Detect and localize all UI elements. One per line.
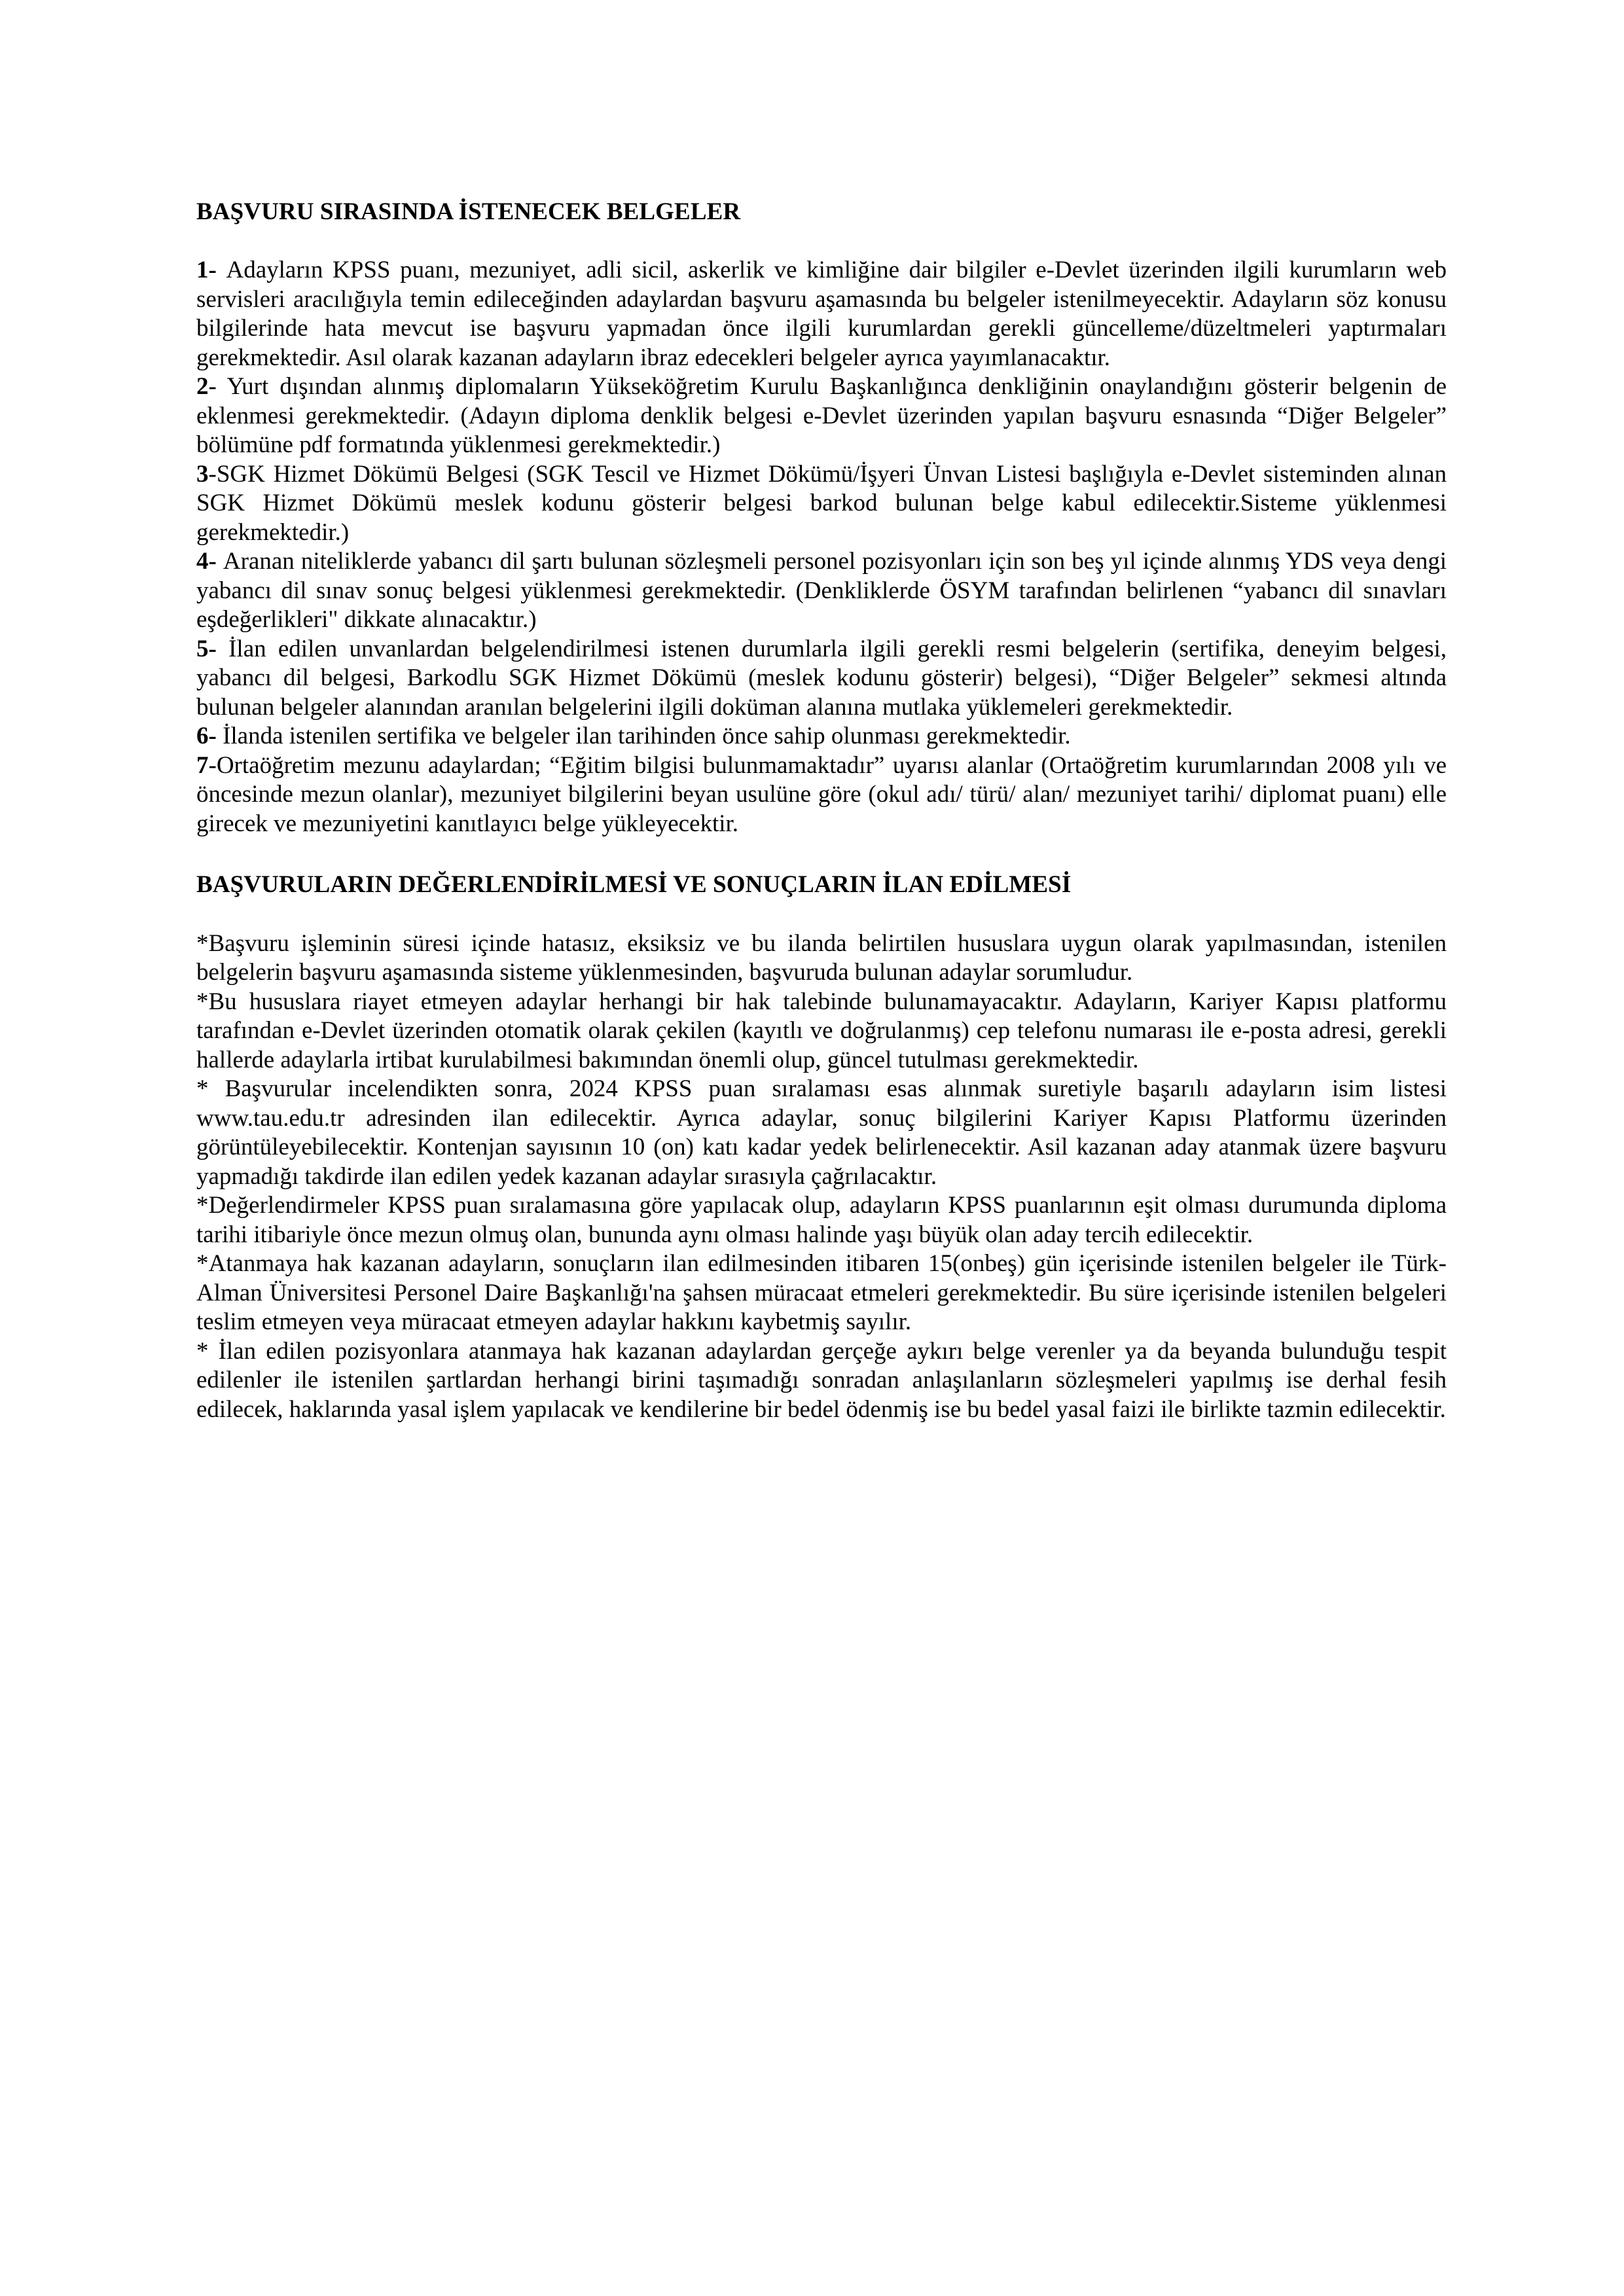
evaluation-notes-list	[196, 929, 1447, 1425]
list-item	[196, 547, 1447, 635]
list-item	[196, 929, 1447, 988]
list-item	[196, 1191, 1447, 1249]
list-item	[196, 751, 1447, 839]
list-item-text: Adayların KPSS puanı, mezuniyet, adli sicil, askerlik ve kimliğine dair bilgiler e-Devlet üzerinden ilgili kurumların web servisleri aracılığıyla temin edileceğinden adaylardan başvuru aşamasında bu belgeler istenilmeyecektir. Adayların söz konusu bilgilerinde hata mevcut ise başvuru yapmadan önce ilgili kurumlardan gerekli güncelleme/düzeltmeleri yaptırmaları gerekmektedir. Asıl olarak kazanan adayların ibraz edecekleri belgeler ayrıca yayımlanacaktır.	[196, 257, 1447, 371]
list-item	[196, 635, 1447, 723]
list-item-text: - Yurt dışından alınmış diplomaların Yükseköğretim Kurulu Başkanlığınca denkliğinin onaylandığını gösterir belgenin de eklenmesi gerekmektedir. (Adayın diploma denklik belgesi e-Devlet üzerinden yapılan başvuru esnasında “Diğer Belgeler” bölümüne pdf formatında yüklenmesi gerekmektedir.)	[196, 373, 1447, 459]
list-item-text: -Ortaöğretim mezunu adaylardan; “Eğitim bilgisi bulunmamaktadır” uyarısı alanlar (Ortaöğretim kurumlarından 2008 yılı ve öncesinde mezun olanlar), mezuniyet bilgilerini beyan usulüne göre (okul adı/ türü/ alan/ mezuniyet tarihi/ diplomat puanı) elle girecek ve mezuniyetini kanıtlayıcı belge yükleyecektir.	[196, 751, 1447, 837]
heading-spacer	[196, 227, 1447, 256]
list-item-text: * İlan edilen pozisyonlara atanmaya hak kazanan adaylardan gerçeğe aykırı belge verenler ya da beyanda bulunduğu tespit edilenler ile istenilen şartlardan herhangi birini taşımadığı sonradan anlaşılanların sözleşmeleri yapılmış ise derhal fesih edilecek, haklarında yasal işlem yapılacak ve kendilerine bir bedel ödenmiş ise bu bedel yasal faizi ile birlikte tazmin edilecektir.	[196, 1337, 1447, 1423]
list-item-marker: 4-	[196, 548, 223, 575]
list-item	[196, 372, 1447, 460]
list-item-text: İlan edilen unvanlardan belgelendirilmesi istenen durumlarla ilgili gerekli resmi belgelerin (sertifika, deneyim belgesi, yabancı dil belgesi, Barkodlu SGK Hizmet Dökümü (meslek kodunu gösterir) belgesi), “Diğer Belgeler” sekmesi altında bulunan belgeler alanından aranılan belgelerini ilgili doküman alanına mutlaka yüklemeleri gerekmektedir.	[196, 635, 1447, 721]
heading-spacer	[196, 838, 1447, 869]
required-documents-list	[196, 256, 1447, 838]
list-item	[196, 1075, 1447, 1191]
list-item-text: -SGK Hizmet Dökümü Belgesi (SGK Tescil ve Hizmet Dökümü/İşyeri Ünvan Listesi başlığıyla e-Devlet sisteminden alınan SGK Hizmet Dökümü meslek kodunu gösterir belgesi barkod bulunan belge kabul edilecektir.Sisteme yüklenmesi gerekmektedir.)	[196, 460, 1447, 546]
list-item	[196, 256, 1447, 372]
list-item-marker: 1-	[196, 257, 226, 284]
list-item-marker: 2	[196, 373, 209, 401]
list-item-text: * Başvurular incelendikten sonra, 2024 KPSS puan sıralaması esas alınmak suretiyle başarılı adayların isim listesi www.tau.edu.tr adresinden ilan edilecektir. Ayrıca adaylar, sonuç bilgilerini Kariyer Kapısı Platformu üzerinden görüntüleyebilecektir. Kontenjan sayısının 10 (on) katı kadar yedek belirlenecektir. Asil kazanan aday atanmak üzere başvuru yapmadığı takdirde ilan edilen yedek kazanan adaylar sırasıyla çağrılacaktır.	[196, 1075, 1447, 1190]
list-item	[196, 722, 1447, 751]
section-heading-evaluation-and-results: BAŞVURULARIN DEĞERLENDİRİLMESİ VE SONUÇLARIN İLAN EDİLMESİ	[196, 871, 1072, 899]
list-item	[196, 460, 1447, 548]
list-item-text: İlanda istenilen sertifika ve belgeler ilan tarihinden önce sahip olunması gerekmektedir.	[223, 723, 1071, 750]
list-item-text: Aranan niteliklerde yabancı dil şartı bulunan sözleşmeli personel pozisyonları için son beş yıl içinde alınmış YDS veya dengi yabancı dil sınav sonuç belgesi yüklenmesi gerekmektedir. (Denkliklerde ÖSYM tarafından belirlenen “yabancı dil sınavları eşdeğerlikleri" dikkate alınacaktır.)	[196, 548, 1447, 634]
list-item-marker: 5-	[196, 635, 229, 662]
list-item-text: *Değerlendirmeler KPSS puan sıralamasına göre yapılacak olup, adayların KPSS puanlarının eşit olması durumunda diploma tarihi itibariyle önce mezun olmuş olan, bununda aynı olması halinde yaşı büyük olan aday tercih edilecektir.	[196, 1192, 1447, 1248]
list-item	[196, 988, 1447, 1075]
list-item-text: *Bu hususlara riayet etmeyen adaylar herhangi bir hak talebinde bulunamayacaktır. Adayların, Kariyer Kapısı platformu tarafından e-Devlet üzerinden otomatik olarak çekilen (kayıtlı ve doğrulanmış) cep telefonu numarası ile e-posta adresi, gerekli hallerde adaylarla irtibat kurulabilmesi bakımından önemli olup, güncel tutulması gerekmektedir.	[196, 988, 1447, 1073]
list-item-marker: 7	[196, 751, 209, 779]
list-item-marker: 6-	[196, 723, 223, 750]
heading-spacer	[196, 901, 1447, 929]
list-item	[196, 1337, 1447, 1425]
section-heading-required-documents: BAŞVURU SIRASINDA İSTENECEK BELGELER	[196, 198, 741, 225]
list-item-marker: 3	[196, 460, 209, 488]
list-item	[196, 1249, 1447, 1337]
list-item-text: *Başvuru işleminin süresi içinde hatasız, eksiksiz ve bu ilanda belirtilen hususlara uygun olarak yapılmasından, istenilen belgelerin başvuru aşamasında sisteme yüklenmesinden, başvuruda bulunan adaylar sorumludur.	[196, 929, 1447, 986]
list-item-text: *Atanmaya hak kazanan adayların, sonuçların ilan edilmesinden itibaren 15(onbeş) gün içerisinde istenilen belgeler ile Türk-Alman Üniversitesi Personel Daire Başkanlığı'na şahsen müracaat etmeleri gerekmektedir. Bu süre içerisinde istenilen belgeleri teslim etmeyen veya müracaat etmeyen adaylar hakkını kaybetmiş sayılır.	[196, 1250, 1447, 1336]
